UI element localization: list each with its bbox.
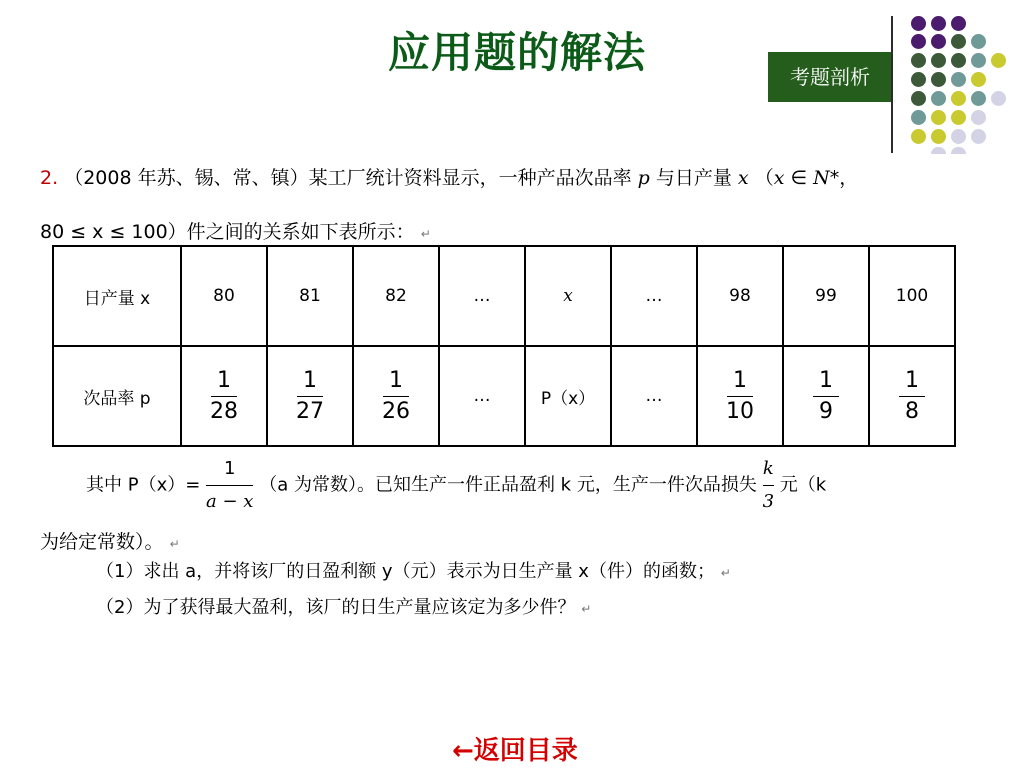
data-table — [52, 245, 956, 447]
question-1: （1）求出 a，并将该厂的日盈利额 y（元）表示为日生产量 x（件）的函数； ↵ — [96, 561, 731, 582]
table-cell: $\frac{1}{27}$ — [267, 346, 353, 446]
table-cell: 81 — [267, 246, 353, 346]
table-cell: 100 — [869, 246, 955, 346]
table-header-cell: 日产量 x — [53, 246, 181, 346]
page-title: 应用题的解法 — [388, 28, 647, 77]
table-cell: $\frac{1}{26}$ — [353, 346, 439, 446]
table-cell: x — [525, 246, 611, 346]
table-cell: … — [439, 346, 525, 446]
table-row-defect-rate — [53, 346, 955, 446]
table-cell: $\frac{1}{10}$ — [697, 346, 783, 446]
back-to-contents-link[interactable]: ←返回目录 — [452, 736, 578, 766]
table-cell: $\frac{1}{9}$ — [783, 346, 869, 446]
table-cell: 80 — [181, 246, 267, 346]
problem-line-2: 80 ≤ x ≤ 100）件之间的关系如下表所示： ↵ — [40, 221, 431, 243]
table-cell: $\frac{1}{8}$ — [869, 346, 955, 446]
question-2: （2）为了获得最大盈利，该厂的日生产量应该定为多少件？ ↵ — [96, 597, 592, 618]
table-cell: 99 — [783, 246, 869, 346]
table-cell: … — [611, 346, 697, 446]
table-cell: 82 — [353, 246, 439, 346]
table-header-cell: 次品率 p — [53, 346, 181, 446]
divider-line — [891, 16, 893, 153]
table-cell: $\frac{1}{28}$ — [181, 346, 267, 446]
table-cell: P（x） — [525, 346, 611, 446]
table-cell: … — [439, 246, 525, 346]
loss-fraction: $\frac{k}{3}$ — [762, 458, 775, 512]
table-cell: 98 — [697, 246, 783, 346]
table-row-output — [53, 246, 955, 346]
problem-line-1: 2. （2008 年苏、锡、常、镇）某工厂统计资料显示，一种产品次品率 p 与日产量 x （x ∈ N*， — [40, 167, 859, 189]
problem-number: 2. — [40, 167, 59, 189]
section-badge: 考题剖析 — [768, 52, 892, 102]
formula-fraction: $\frac{1}{a - x}$ — [206, 458, 254, 512]
problem-line-4: 为给定常数）。 ↵ — [40, 531, 180, 553]
formula-line: 其中 P（x）= $\frac{1}{a - x}$ （a 为常数）。已知生产一件正品盈利 k 元，生产一件次品损失 $\frac{k}{3}$ 元（k — [86, 455, 826, 516]
table-cell: … — [611, 246, 697, 346]
